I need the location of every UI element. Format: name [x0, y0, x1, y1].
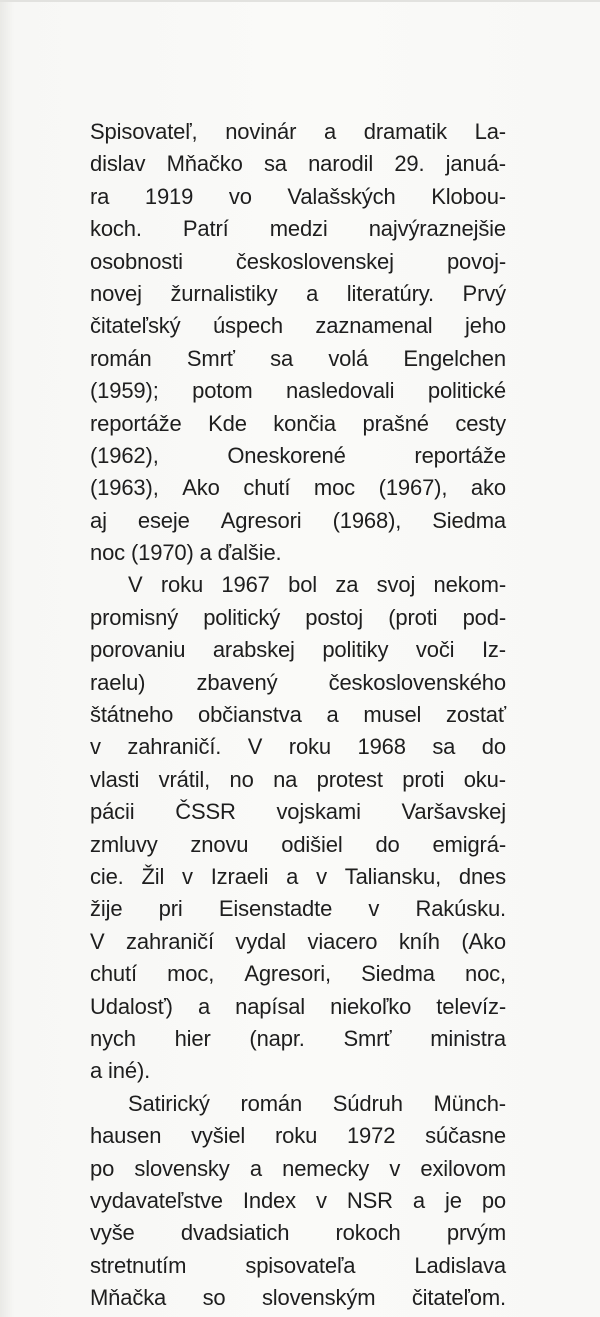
text-line: žije pri Eisenstadte v Rakúsku.	[90, 896, 506, 922]
text-line: reportáže Kde končia prašné cesty	[90, 410, 506, 436]
text-line: vydavateľstve Index v NSR a je po	[90, 1187, 506, 1213]
text-line: dislav Mňačko sa narodil 29. januá-	[90, 151, 506, 177]
author-biography	[90, 116, 506, 1314]
text-line: zmluvy znovu odišiel do emigrá-	[90, 831, 506, 857]
text-line-first: V roku 1967 bol za svoj nekom-	[128, 572, 506, 598]
text-line: Udalosť) a napísal niekoľko televíz-	[90, 993, 506, 1019]
paragraph-2	[90, 569, 506, 1087]
text-line: nych hier (napr. Smrť ministra	[90, 1025, 506, 1051]
paragraph-3	[90, 1088, 506, 1315]
text-line: v zahraničí. V roku 1968 sa do	[90, 734, 506, 760]
text-line: Spisovateľ, novinár a dramatik La-	[90, 119, 506, 144]
text-line: po slovensky a nemecky v exilovom	[90, 1155, 506, 1181]
text-line: Mňačka so slovenským čitateľom.	[90, 1285, 506, 1311]
text-line: ra 1919 vo Valašských Klobou-	[90, 183, 506, 209]
text-line: osobnosti československej povoj-	[90, 248, 506, 274]
text-line: porovaniu arabskej politiky voči Iz-	[90, 637, 506, 663]
text-line: vlasti vrátil, no na protest proti oku-	[90, 766, 506, 792]
text-line: V zahraničí vydal viacero kníh (Ako	[90, 928, 506, 954]
text-line: novej žurnalistiky a literatúry. Prvý	[90, 280, 506, 306]
text-line: pácii ČSSR vojskami Varšavskej	[90, 799, 506, 825]
text-line: (1963), Ako chutí moc (1967), ako	[90, 475, 506, 501]
text-line: vyše dvadsiatich rokoch prvým	[90, 1220, 506, 1246]
text-line: promisný politický postoj (proti pod-	[90, 604, 506, 630]
text-line: štátneho občianstva a musel zostať	[90, 702, 506, 728]
text-line: aj eseje Agresori (1968), Siedma	[90, 507, 506, 533]
text-line: (1959); potom nasledovali politické	[90, 378, 506, 404]
text-line: hausen vyšiel roku 1972 súčasne	[90, 1123, 506, 1149]
text-line-last: a iné).	[90, 1058, 151, 1084]
text-line: cie. Žil v Izraeli a v Taliansku, dnes	[90, 863, 506, 889]
text-line: stretnutím spisovateľa Ladislava	[90, 1252, 506, 1278]
text-line: (1962), Oneskorené reportáže	[90, 442, 506, 468]
text-line: chutí moc, Agresori, Siedma noc,	[90, 961, 506, 987]
text-line-first: Satirický román Súdruh Münch-	[128, 1090, 506, 1116]
text-line: raelu) zbavený československého	[90, 669, 506, 695]
text-line: koch. Patrí medzi najvýraznejšie	[90, 216, 506, 242]
text-line: román Smrť sa volá Engelchen	[90, 345, 506, 371]
text-line-last: noc (1970) a ďalšie.	[90, 540, 282, 566]
paragraph-1	[90, 116, 506, 569]
text-line: čitateľský úspech zaznamenal jeho	[90, 313, 506, 339]
